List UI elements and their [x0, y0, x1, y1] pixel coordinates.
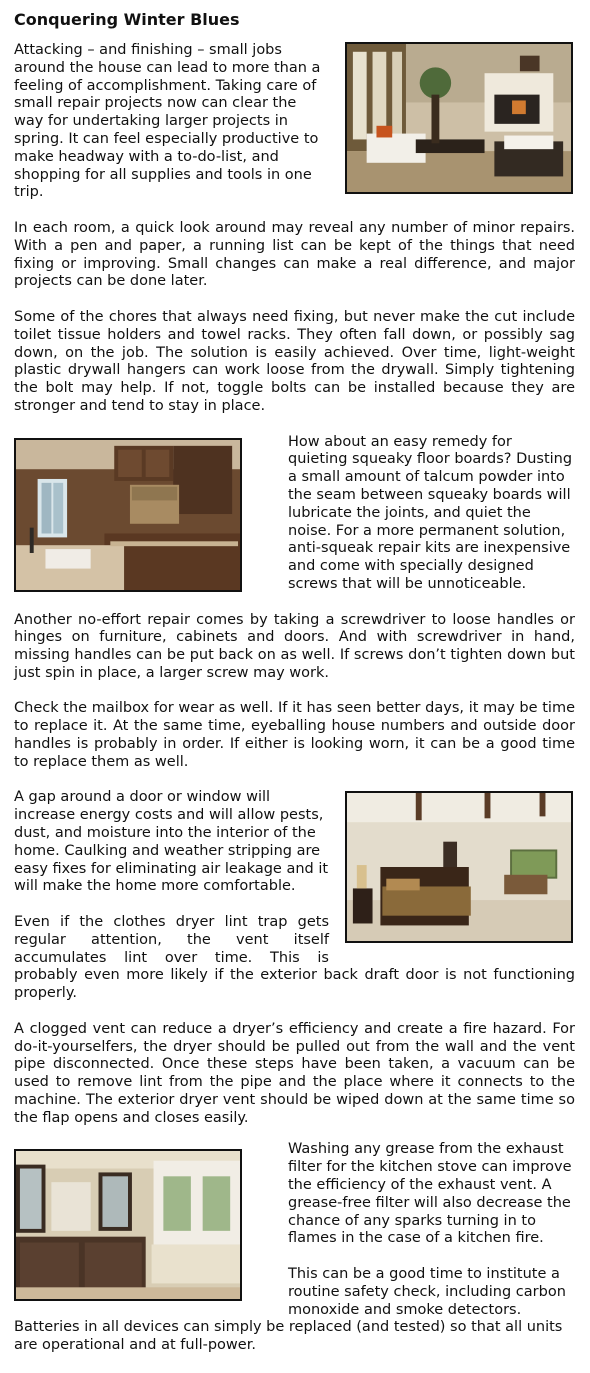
- paragraph-5: Another no-effort repair comes by taking a screwdriver to loose handles or hinges on furniture, cabinets and doors. And with screwdriver in hand, missing handles can be put back on as well. If screws don’t tighten down but just spin in place, a larger screw may work.: [14, 611, 575, 681]
- paragraph-9: A clogged vent can reduce a dryer’s efficiency and create a fire hazard. For do-it-yourselfers, the dryer should be pulled out from the wall and the vent pipe disconnected. Once these steps have been taken, a vacuum can be used to remove lint from the pipe and the place where it connects to the machine. The exterior dryer vent should be wiped down at the same time so the flap opens and closes easily.: [14, 1020, 575, 1126]
- paragraph-10: Washing any grease from the exhaust filter for the kitchen stove can improve the efficiency of the exhaust vent. A grease-free filter will also decrease the chance of any sparks turning in to flames in the case of a kitchen fire.: [288, 1141, 572, 1247]
- paragraph-4: How about an easy remedy for quieting squeaky floor boards? Dusting a small amount of talcum powder into the seam between squeaky boards will lubricate the joints, and quiet the noise. For a more permanent solution, anti-squeak repair kits are inexpensive and come with specially designed screws that will be unnoticeable.: [288, 433, 573, 592]
- paragraph-8: Even if the clothes dryer lint trap gets regular attention, the vent itself accumulates lint over time. This is probably even more likely if the exterior back draft door is not functioning properly.: [14, 914, 575, 1002]
- bathroom-photo: [14, 1149, 242, 1301]
- kitchen-photo: [14, 438, 242, 592]
- paragraph-11: This can be a good time to institute a routine safety check, including carbon monoxide and smoke detectors. Batteries in all devices can simply be replaced (and tested) so that all units are operational and at full-power.: [14, 1265, 566, 1354]
- article-title: Conquering Winter Blues: [14, 10, 240, 29]
- article: [14, 10, 575, 1373]
- paragraph-3: Some of the chores that always need fixing, but never make the cut include toilet tissue holders and towel racks. They often fall down, or possibly sag down, on the job. The solution is easily achieved. Over time, light-weight plastic drywall hangers can work loose from the drywall. Simply tightening the bolt may help. If not, toggle bolts can be installed because they are stronger and tend to stay in place.: [14, 308, 575, 414]
- paragraph-1: Attacking – and finishing – small jobs around the house can lead to more than a feeling of accomplishment. Taking care of small repair projects now can clear the way for undertaking larger projects in spring. It can feel especially productive to make headway with a to-do-list, and shopping for all supplies and tools in one trip.: [14, 42, 321, 201]
- living-room-photo: [345, 42, 573, 194]
- bedroom-photo: [345, 791, 573, 943]
- paragraph-7: A gap around a door or window will increase energy costs and will allow pests, dust, and moisture into the interior of the home. Caulking and weather stripping are easy fixes for eliminating air leakage and it will make the home more comfortable.: [14, 789, 329, 895]
- paragraph-2: In each room, a quick look around may reveal any number of minor repairs. With a pen and paper, a running list can be kept of the things that need fixing or improving. Small changes can make a real difference, and major projects can be done later.: [14, 219, 575, 290]
- paragraph-6: Check the mailbox for wear as well. If it has seen better days, it may be time to replace it. At the same time, eyeballing house numbers and outside door handles is probably in order. If either is looking worn, it can be a good time to replace them as well.: [14, 700, 575, 770]
